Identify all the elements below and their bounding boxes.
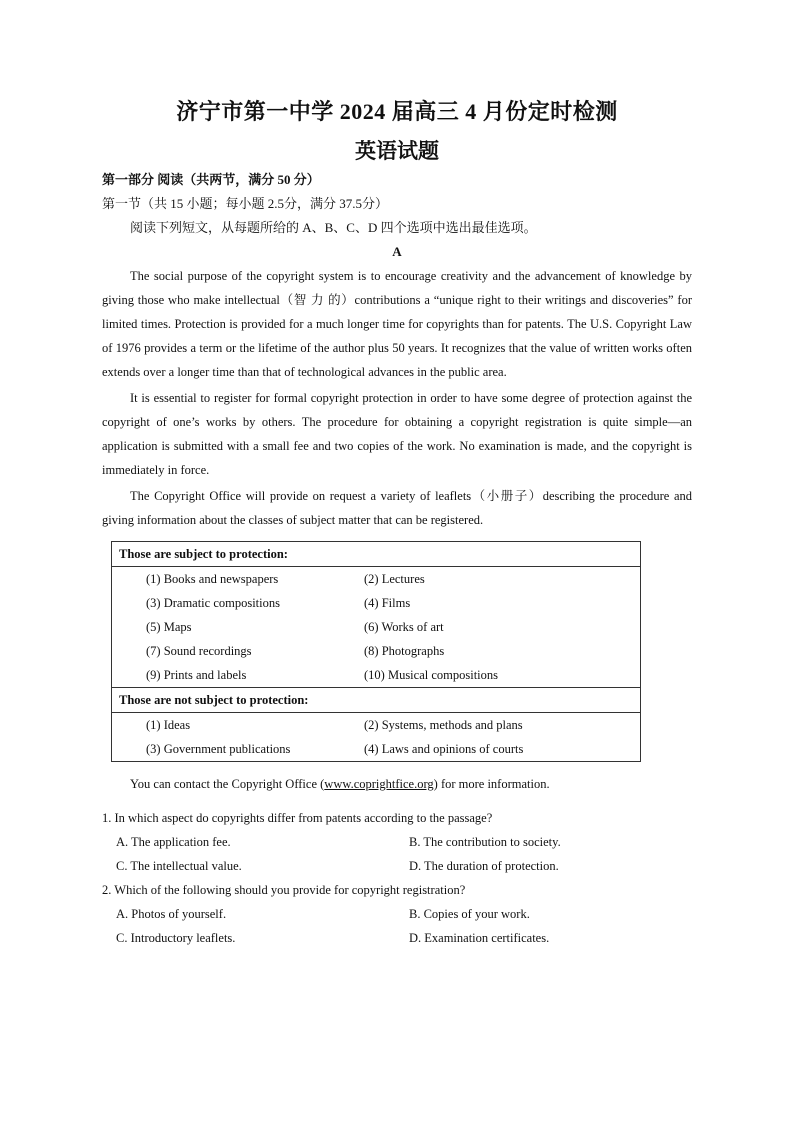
protection-table (111, 541, 641, 762)
table-cell: (3) Government publications (112, 737, 365, 762)
exam-subtitle: 英语试题 (355, 139, 439, 163)
table-cell: (1) Books and newspapers (112, 567, 365, 592)
question-stem: 2. Which of the following should you provide for copyright registration? (102, 883, 466, 897)
table-cell: (10) Musical compositions (364, 663, 641, 688)
passage-paragraph: The Copyright Office will provide on request a variety of leaflets（小册子）describing the procedure and giving information about the classes of subject matter that can be registered. (102, 489, 692, 527)
option-d: D. Examination certificates. (409, 931, 550, 945)
table-row (112, 591, 641, 615)
contact-text-before: You can contact the Copyright Office ( (130, 777, 325, 791)
table-row (112, 639, 641, 663)
table-cell: (3) Dramatic compositions (112, 591, 365, 615)
option-c: C. The intellectual value. (116, 859, 242, 873)
table-row (112, 615, 641, 639)
passage-paragraph: It is essential to register for formal copyright protection in order to have some degree of protection against the copyright of one’s works by others. The procedure for obtaining a copyright registration is quite simple—an application is submitted with a small fee and two copies of the work. No examination is made, and the copyright is immediately in force. (102, 391, 692, 477)
section-heading: 第一节（共 15 小题；每小题 2.5分，满分 37.5分） (102, 196, 389, 211)
table-cell: (4) Films (364, 591, 641, 615)
table-cell: (6) Works of art (364, 615, 641, 639)
exam-title: 济宁市第一中学 2024 届高三 4 月份定时检测 (176, 99, 618, 124)
contact-line (102, 772, 692, 796)
table-row (112, 567, 641, 592)
copyright-office-link[interactable]: www.coprightfice.org (324, 777, 434, 791)
table-cell: (2) Lectures (364, 567, 641, 592)
option-c: C. Introductory leaflets. (116, 931, 236, 945)
table-cell: (8) Photographs (364, 639, 641, 663)
table-row (112, 663, 641, 688)
table-row (112, 713, 641, 738)
option-d: D. The duration of protection. (409, 859, 559, 873)
option-b: B. The contribution to society. (409, 835, 561, 849)
unprotected-header: Those are not subject to protection: (112, 688, 641, 713)
table-group-header (112, 542, 641, 567)
question-stem: 1. In which aspect do copyrights differ from patents according to the passage? (102, 811, 493, 825)
table-cell: (9) Prints and labels (112, 663, 365, 688)
protected-header: Those are subject to protection: (112, 542, 641, 567)
section-instruction: 阅读下列短文，从每题所给的 A、B、C、D 四个选项中选出最佳选项。 (130, 220, 537, 235)
passage-label: A (392, 244, 402, 259)
option-b: B. Copies of your work. (409, 907, 530, 921)
contact-text-after: ) for more information. (433, 777, 550, 791)
table-cell: (5) Maps (112, 615, 365, 639)
table-cell: (4) Laws and opinions of courts (364, 737, 641, 762)
table-cell: (2) Systems, methods and plans (364, 713, 641, 738)
question-options (102, 830, 692, 878)
part-heading: 第一部分 阅读（共两节，满分 50 分） (102, 172, 320, 187)
question-options (102, 902, 692, 950)
option-a: A. The application fee. (116, 835, 231, 849)
table-cell: (1) Ideas (112, 713, 365, 738)
table-cell: (7) Sound recordings (112, 639, 365, 663)
table-group-header (112, 688, 641, 713)
exam-page (102, 96, 692, 950)
table-row (112, 737, 641, 762)
option-a: A. Photos of yourself. (116, 907, 227, 921)
passage-paragraph: The social purpose of the copyright system is to encourage creativity and the advancement of knowledge by giving those who make intellectual（智 力 的）contributions a “unique right to their writings and discoveries” for limited times. Protection is provided for a much longer time for copyrights than for patents. The U.S. Copyright Law of 1976 provides a term or the lifetime of the author plus 50 years. It recognizes that the value of written works often extends over a longer time than that of technological advances in the public area. (102, 269, 692, 379)
